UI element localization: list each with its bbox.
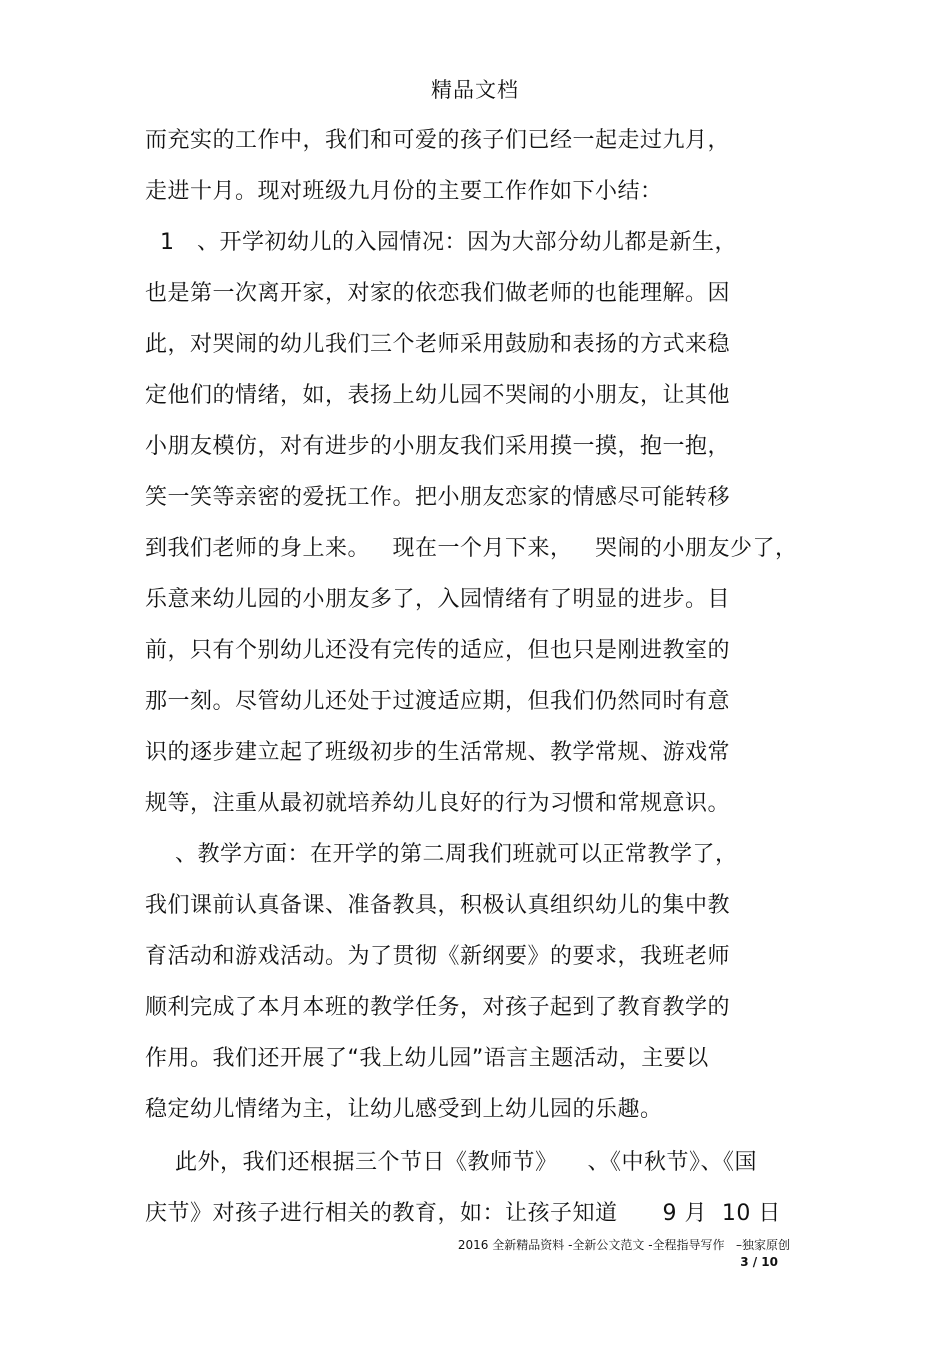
- text-line: 顺利完成了本月本班的教学任务，对孩子起到了教育教学的: [145, 995, 731, 1020]
- text-line: 走进十月。现对班级九月份的主要工作作如下小结：: [145, 179, 663, 204]
- text-line: 此，对哭闹的幼儿我们三个老师采用鼓励和表扬的方式来稳: [145, 332, 731, 357]
- text-line: 笑一笑等亲密的爱抚工作。把小朋友恋家的情感尽可能转移: [145, 485, 731, 510]
- text-line: 、教学方面：在开学的第二周我们班就可以正常教学了，: [145, 842, 738, 867]
- text-line: 此外，我们还根据三个节日《教师节》 、《中秋节》、《国: [145, 1150, 757, 1175]
- text-line: 稳定幼儿情绪为主，让幼儿感受到上幼儿园的乐趣。: [145, 1097, 663, 1122]
- text-line: 庆节》对孩子进行相关的教育，如：让孩子知道 9 月 10 日: [145, 1201, 781, 1226]
- text-line: 到我们老师的身上来。 现在一个月下来， 哭闹的小朋友少了，: [145, 536, 798, 561]
- text-line: 那一刻。尽管幼儿还处于过渡适应期，但我们仍然同时有意: [145, 689, 731, 714]
- page-footer-text: 2016 全新精品资料 -全新公文范文 -全程指导写作 –独家原创: [457, 1238, 790, 1252]
- text-line: 我们课前认真备课、准备教具，积极认真组织幼儿的集中教: [145, 893, 731, 918]
- text-line: 规等，注重从最初就培养幼儿良好的行为习惯和常规意识。: [145, 791, 731, 816]
- text-line: 作用。我们还开展了“我上幼儿园”语言主题活动，主要以: [145, 1046, 709, 1071]
- text-line: 小朋友模仿，对有进步的小朋友我们采用摸一摸，抱一抱，: [145, 434, 731, 459]
- text-line: 识的逐步建立起了班级初步的生活常规、教学常规、游戏常: [145, 740, 731, 765]
- text-line: 育活动和游戏活动。为了贯彻《新纲要》的要求，我班老师: [145, 944, 731, 969]
- text-line: 前，只有个别幼儿还没有完传的适应，但也只是刚进教室的: [145, 638, 731, 663]
- text-line: 而充实的工作中，我们和可爱的孩子们已经一起走过九月，: [145, 128, 731, 153]
- page-header-title: 精品文档: [431, 78, 519, 102]
- text-line: 也是第一次离开家，对家的依恋我们做老师的也能理解。因: [145, 281, 731, 306]
- page-number: 3 / 10: [740, 1255, 778, 1269]
- text-line: 定他们的情绪，如，表扬上幼儿园不哭闹的小朋友，让其他: [145, 383, 731, 408]
- text-line: 1 、开学初幼儿的入园情况：因为大部分幼儿都是新生，: [145, 230, 737, 255]
- text-line: 乐意来幼儿园的小朋友多了，入园情绪有了明显的进步。目: [145, 587, 731, 612]
